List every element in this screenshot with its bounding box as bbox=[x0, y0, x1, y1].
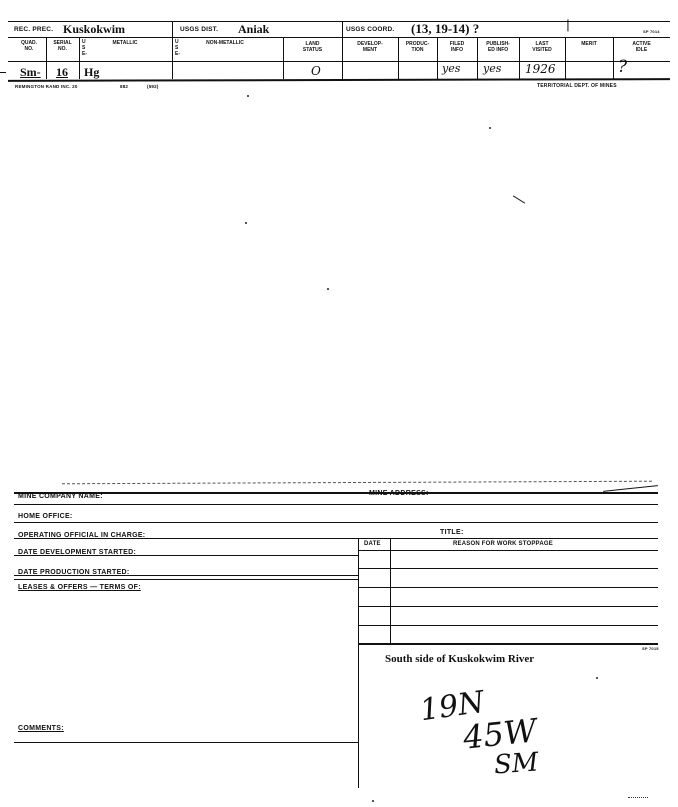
title-label: TITLE: bbox=[440, 529, 464, 536]
form-no-bottom: SP 7015 bbox=[642, 646, 659, 651]
header-use-metallic: U S E- bbox=[82, 39, 87, 57]
handwritten-township: 19N bbox=[417, 684, 487, 729]
comments-label: COMMENTS: bbox=[18, 725, 64, 732]
usgs-coord-value: (13, 19-14) ? bbox=[411, 21, 480, 36]
rule-home-office bbox=[14, 522, 658, 523]
date-column-header: DATE bbox=[364, 541, 381, 547]
header-production: PRODUC- TION bbox=[405, 41, 430, 53]
value-last-visited: 1926 bbox=[525, 62, 556, 76]
value-published-info: yes bbox=[483, 62, 502, 75]
printer-code-2: (592) bbox=[147, 84, 159, 89]
form-no-top: SP 7014 bbox=[643, 29, 660, 34]
header-land-status: LAND STATUS bbox=[302, 41, 323, 53]
rule-reason-3 bbox=[358, 606, 658, 607]
divider-date-col bbox=[390, 538, 391, 643]
checkmark-mark: ∣ bbox=[566, 19, 570, 34]
speck bbox=[489, 127, 491, 129]
header-quad-no: QUAD. NO. bbox=[20, 40, 38, 52]
date-development-label: DATE DEVELOPMENT STARTED: bbox=[18, 549, 137, 556]
card-corner-line bbox=[603, 485, 658, 492]
header-serial-no: SERIAL NO. bbox=[53, 40, 72, 52]
speck bbox=[245, 222, 247, 224]
header-development: DEVELOP- MENT bbox=[357, 41, 383, 53]
mine-company-name-label: MINE COMPANY NAME: bbox=[18, 493, 103, 500]
value-active-idle: ? bbox=[618, 57, 628, 77]
divider-metallic bbox=[79, 37, 80, 79]
card-top-edge bbox=[62, 481, 652, 485]
department: TERRITORIAL DEPT. OF MINES bbox=[537, 83, 617, 89]
value-quad: Sm- bbox=[20, 65, 41, 79]
rule-company-bottom bbox=[14, 504, 658, 505]
rule-reason-2 bbox=[358, 587, 658, 588]
usgs-dist-label: USGS DIST. bbox=[180, 26, 219, 33]
rule-reason-1 bbox=[358, 568, 658, 569]
rule-production-2 bbox=[14, 579, 358, 580]
rule-reason-5 bbox=[358, 643, 658, 645]
handwritten-range: 45W bbox=[461, 711, 539, 757]
rule-company bbox=[14, 492, 658, 494]
header-metallic: METALLIC bbox=[112, 40, 138, 46]
usgs-coord-label: USGS COORD. bbox=[346, 26, 395, 33]
date-production-label: DATE PRODUCTION STARTED: bbox=[18, 569, 130, 576]
header-non-metallic: NON-METALLIC bbox=[206, 40, 244, 46]
header-merit: MERIT bbox=[581, 41, 597, 47]
header-bottom-line bbox=[8, 61, 670, 62]
value-serial: 16 bbox=[56, 65, 68, 79]
edge-dash bbox=[0, 72, 6, 73]
speck bbox=[327, 288, 329, 290]
speck bbox=[372, 800, 374, 802]
value-filed-info: yes bbox=[442, 62, 461, 75]
stray-mark bbox=[513, 195, 525, 203]
speck bbox=[247, 95, 249, 97]
value-metallic: Hg bbox=[84, 65, 100, 79]
location-note: South side of Kuskokwim River bbox=[385, 653, 535, 665]
header-filed-info: FILED INFO bbox=[449, 41, 465, 53]
header-last-visited: LAST VISITED bbox=[532, 41, 552, 53]
speck bbox=[596, 677, 598, 679]
leases-label: LEASES & OFFERS — TERMS OF: bbox=[18, 584, 141, 591]
divider-right-section bbox=[358, 538, 359, 788]
home-office-label: HOME OFFICE: bbox=[18, 513, 73, 520]
printer-name: REMINGTON RAND INC. 20 bbox=[15, 84, 78, 89]
mine-address-label: MINE ADDRESS: bbox=[369, 490, 429, 497]
stray-mark bbox=[628, 797, 648, 798]
row1-bottom-line bbox=[8, 37, 670, 38]
divider-dist bbox=[172, 21, 173, 79]
header-published-info: PUBLISH- ED INFO bbox=[486, 41, 510, 53]
usgs-dist-value: Aniak bbox=[238, 22, 270, 36]
operating-official-label: OPERATING OFFICIAL IN CHARGE: bbox=[18, 532, 146, 539]
rule-reason-4 bbox=[358, 625, 658, 626]
reason-column-header: REASON FOR WORK STOPPAGE bbox=[453, 541, 553, 547]
handwritten-meridian: SM bbox=[493, 747, 540, 781]
rule-comments bbox=[14, 742, 358, 743]
values-bottom-line bbox=[8, 78, 670, 82]
rec-prec-label: REC. PREC. bbox=[14, 26, 54, 33]
header-active-idle: ACTIVE IDLE bbox=[632, 41, 651, 53]
rec-prec-value: Kuskokwim bbox=[63, 22, 126, 36]
printer-code: 882 bbox=[120, 84, 129, 89]
header-use-nonmetallic: U S E- bbox=[175, 39, 180, 57]
value-land-status: O bbox=[311, 64, 321, 78]
rule-reason-header bbox=[358, 550, 658, 551]
